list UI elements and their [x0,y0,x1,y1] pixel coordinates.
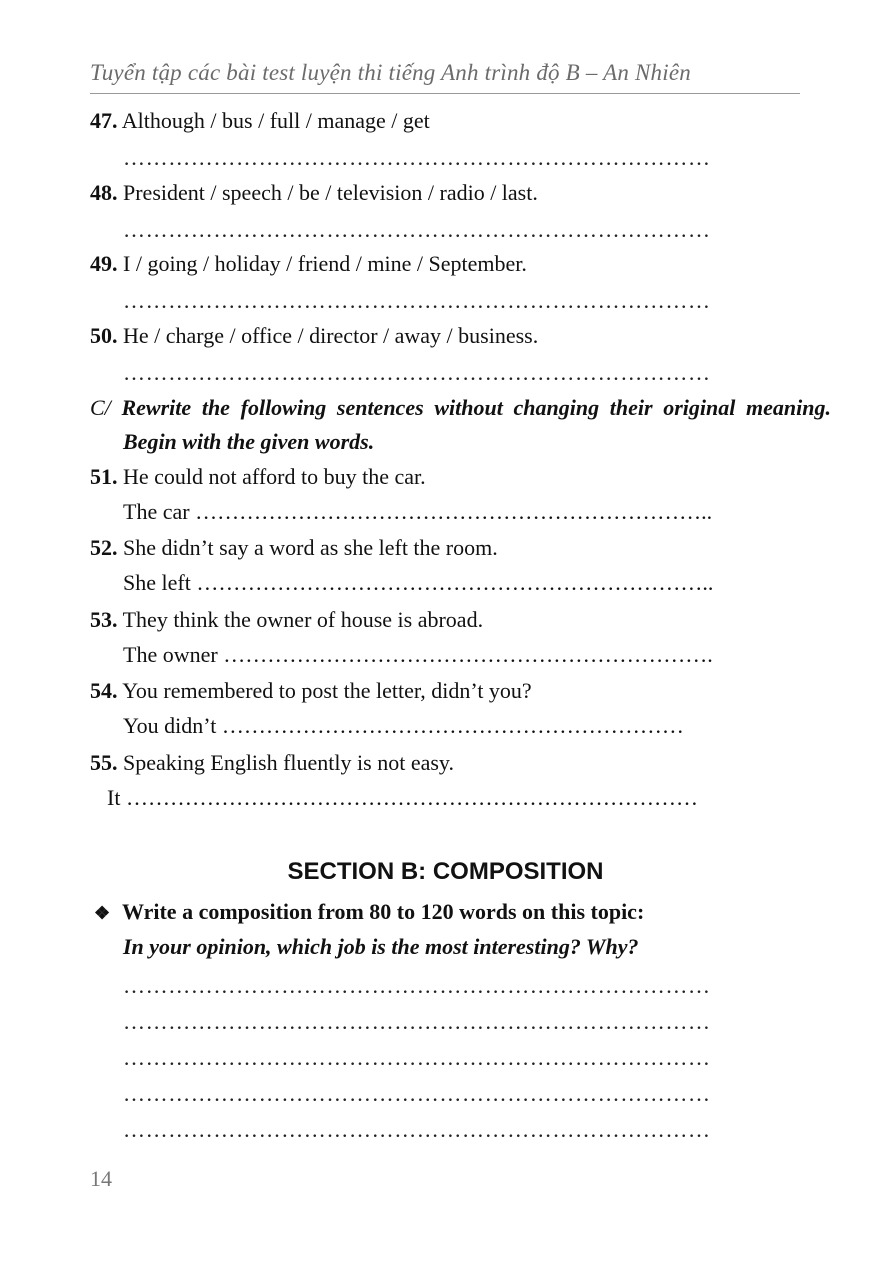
question-text: I / going / holiday / friend / mine / September. [123,251,527,276]
diamond-bullet-icon: ❖ [94,903,111,923]
answer-line-48[interactable]: …………………………………………………………………… [123,217,711,242]
question-50 [90,323,538,349]
question-text: You remembered to post the letter, didn’t you? [122,678,532,703]
question-51 [90,464,426,490]
part-c-instruction [90,391,831,459]
question-53 [90,607,483,633]
rewrite-prompt: It [107,785,121,810]
rewrite-prompt: You didn’t [123,713,217,738]
question-number: 47. [90,108,118,133]
composition-line[interactable]: …………………………………………………………………… [123,1009,711,1034]
question-text: He could not afford to buy the car. [123,464,426,489]
answer-line-50[interactable]: …………………………………………………………………… [123,360,711,385]
question-number: 50. [90,323,118,348]
composition-line[interactable]: …………………………………………………………………… [123,1081,711,1106]
rewrite-line-55[interactable]: It …………………………………………………………………… [107,785,698,810]
rewrite-prompt: The owner [123,642,218,667]
rewrite-prompt: The car [123,499,190,524]
composition-line[interactable]: …………………………………………………………………… [123,973,711,998]
question-text: They think the owner of house is abroad. [122,607,484,632]
composition-task [94,899,644,925]
question-text: He / charge / office / director / away / business. [123,323,539,348]
question-number: 48. [90,180,118,205]
rewrite-line-53[interactable]: The owner …………………………………………………………. [123,642,713,667]
part-c-instruction-text: Rewrite the following sentences without changing their original meaning. Begin with the given words. [121,395,831,454]
composition-line[interactable]: …………………………………………………………………… [123,1117,711,1142]
rewrite-line-51[interactable]: The car …………………………………………………………….. [123,499,713,524]
question-number: 53. [90,607,118,632]
question-48 [90,180,538,206]
question-49 [90,251,527,277]
section-b-title: SECTION B: COMPOSITION [287,858,604,885]
header-rule [90,93,800,94]
running-header: Tuyển tập các bài test luyện thi tiếng Anh trình độ B – An Nhiên [90,60,691,85]
answer-line-49[interactable]: …………………………………………………………………… [123,288,711,313]
question-number: 52. [90,535,118,560]
question-number: 54. [90,678,118,703]
question-47 [90,108,430,134]
question-text: Speaking English fluently is not easy. [123,750,454,775]
rewrite-prompt: She left [123,570,191,595]
question-52 [90,535,498,561]
answer-line-47[interactable]: …………………………………………………………………… [123,145,711,170]
question-number: 55. [90,750,118,775]
question-text: President / speech / be / television / radio / last. [123,180,538,205]
question-text: She didn’t say a word as she left the room. [123,535,498,560]
composition-task-text: Write a composition from 80 to 120 words on this topic: [122,899,645,924]
question-54 [90,678,532,704]
part-c-label: C/ [90,395,111,420]
composition-line[interactable]: …………………………………………………………………… [123,1045,711,1070]
question-55 [90,750,454,776]
question-number: 49. [90,251,118,276]
rewrite-line-54[interactable]: You didn’t ……………………………………………………… [123,713,684,738]
question-number: 51. [90,464,118,489]
rewrite-line-52[interactable]: She left …………………………………………………………….. [123,570,714,595]
question-text: Although / bus / full / manage / get [121,108,430,133]
composition-topic: In your opinion, which job is the most interesting? Why? [123,934,639,959]
page-number: 14 [90,1166,112,1191]
